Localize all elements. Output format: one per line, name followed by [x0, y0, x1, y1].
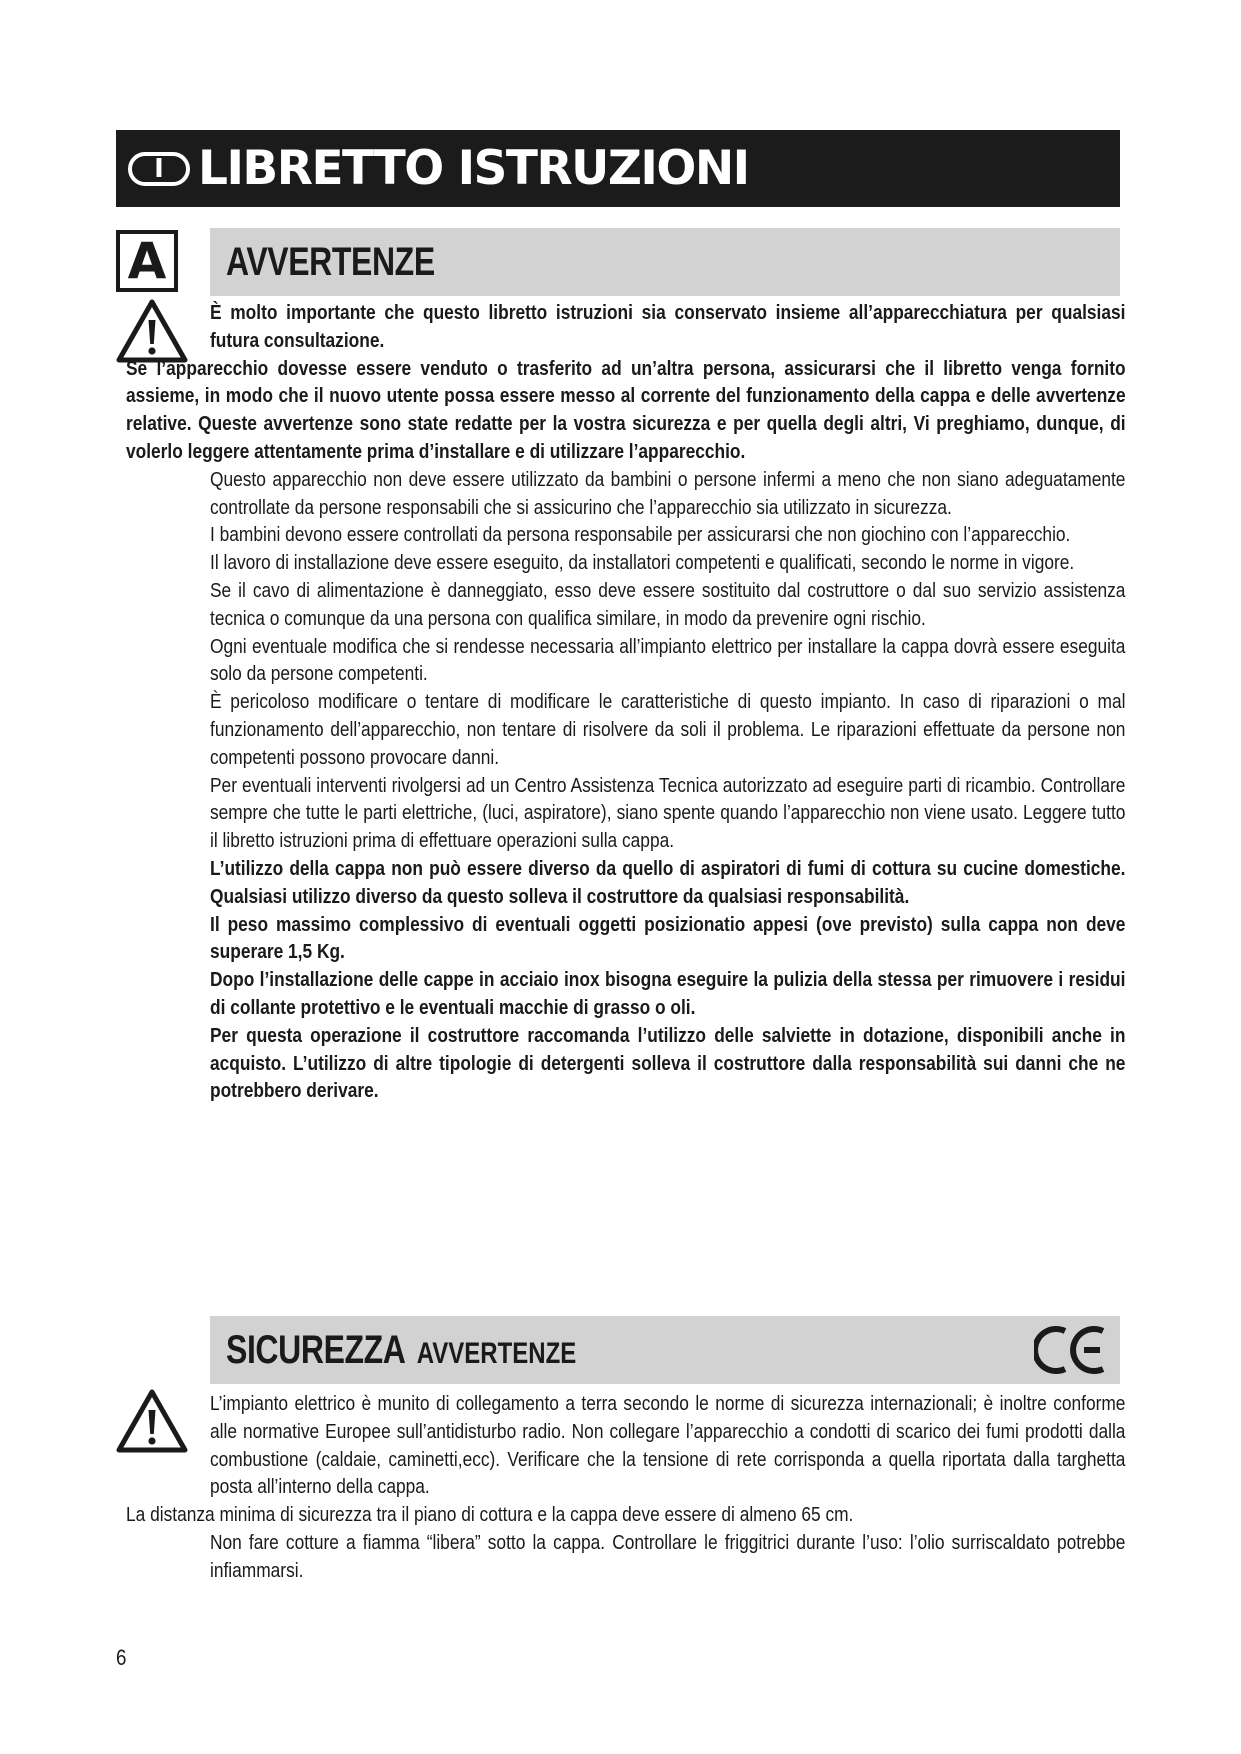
- warning-triangle-icon: [116, 298, 188, 364]
- paragraph: Questo apparecchio non deve essere utilizzato da bambini o persone infermi a meno che non siano adeguatamente controllate da persone responsabili che si assicurino che l’apparecchio sia utilizzato in sicurezza.: [210, 468, 1126, 519]
- paragraph: L’utilizzo della cappa non può essere diverso da quello di aspiratori di fumi di cottura su cucine domestiche. Qualsiasi utilizzo diverso da questo solleva il costruttore da qualsiasi responsabilità.: [210, 857, 1126, 908]
- paragraph: I bambini devono essere controllati da persona responsabile per assicurarsi che non giochino con l’apparecchio.: [210, 524, 1071, 547]
- language-badge: I: [128, 152, 190, 186]
- warning-triangle-icon: [116, 1388, 188, 1454]
- paragraph: Per questa operazione il costruttore raccomanda l’utilizzo delle salviette in dotazione, disponibili anche in acquisto. L’utilizzo di altre tipologie di detergenti solleva il costruttore dalla responsabilità sui danni che ne potrebbero derivare.: [210, 1024, 1126, 1103]
- paragraph: Se l’apparecchio dovesse essere venduto o trasferito ad un’altra persona, assicurarsi che il libretto venga fornito assieme, in modo che il nuovo utente possa essere messo al corrente del funzionamento della cappa e delle avvertenze relative. Queste avvertenze sono state redatte per la vostra sicurezza e per quella degli altri, Vi preghiamo, dunque, di volerlo leggere attentamente prima d’installare e di utilizzare l’apparecchio.: [126, 357, 1126, 463]
- paragraph: Non fare cotture a fiamma “libera” sotto la cappa. Controllare le friggitrici durante l’uso: l’olio surriscaldato potrebbe infiammarsi.: [210, 1531, 1126, 1582]
- section-title-sub: AVVERTENZE: [416, 1336, 577, 1370]
- paragraph: Il lavoro di installazione deve essere eseguito, da installatori competenti e qualificati, secondo le norme in vigore.: [210, 552, 1075, 575]
- paragraph: Se il cavo di alimentazione è danneggiato, esso deve essere sostituito dal costruttore o dal suo servizio assistenza tecnica o comunque da una persona con qualifica similare, in modo da prevenire ogni rischio.: [210, 579, 1126, 630]
- ce-mark-icon: [1034, 1323, 1108, 1377]
- section-title-sicurezza: [226, 1328, 576, 1373]
- paragraph: Dopo l’installazione delle cappe in acciaio inox bisogna eseguire la pulizia della stessa per rimuovere i residui di collante protettivo e le eventuali macchie di grasso o oli.: [210, 969, 1126, 1019]
- document-title-bar: [116, 130, 1120, 207]
- page-number: 6: [116, 1645, 127, 1670]
- paragraph: Ogni eventuale modifica che si rendesse necessaria all’impianto elettrico per installare la cappa dovrà essere eseguita solo da persone competenti.: [210, 635, 1126, 686]
- warnings-text: [126, 300, 1126, 1106]
- section-letter-a: A: [116, 230, 178, 292]
- section-title-avvertenze: AVVERTENZE: [226, 239, 435, 284]
- section-header-sicurezza: [210, 1316, 1120, 1384]
- section-header-avvertenze: [210, 228, 1120, 296]
- section-title-main: SICUREZZA: [226, 1327, 406, 1372]
- paragraph: Il peso massimo complessivo di eventuali oggetti posizionatio appesi (ove previsto) sulla cappa non deve superare 1,5 Kg.: [210, 913, 1126, 964]
- paragraph: È molto importante che questo libretto istruzioni sia conservato insieme all’apparecchiatura per qualsiasi futura consultazione.: [210, 302, 1126, 352]
- safety-text: [126, 1391, 1126, 1586]
- paragraph: Per eventuali interventi rivolgersi ad un Centro Assistenza Tecnica autorizzato ad eseguire parti di ricambio. Controllare sempre che tutte le parti elettriche, (luci, aspiratore), siano spente quando l’apparecchio non viene usato. Leggere tutto il libretto istruzioni prima di effettuare operazioni sulla cappa.: [210, 774, 1126, 853]
- document-title: LIBRETTO ISTRUZIONI: [198, 141, 749, 196]
- paragraph: La distanza minima di sicurezza tra il piano di cottura e la cappa deve essere di almeno 65 cm.: [126, 1504, 854, 1527]
- paragraph: L’impianto elettrico è munito di collegamento a terra secondo le norme di sicurezza internazionali; è inoltre conforme alle normative Europee sull’antidisturbo radio. Non collegare l’apparecchio a condotti di scarico dei fumi prodotti dalla combustione (caldaie, caminetti,ecc). Verificare che la tensione di rete corrisponda a quella riportata dalla targhetta posta all’interno della cappa.: [210, 1393, 1126, 1499]
- paragraph: È pericoloso modificare o tentare di modificare le caratteristiche di questo impianto. In caso di riparazioni o mal funzionamento dell’apparecchio, non tentare di risolvere da soli il problema. Le riparazioni effettuate da persone non competenti possono provocare danni.: [210, 691, 1126, 769]
